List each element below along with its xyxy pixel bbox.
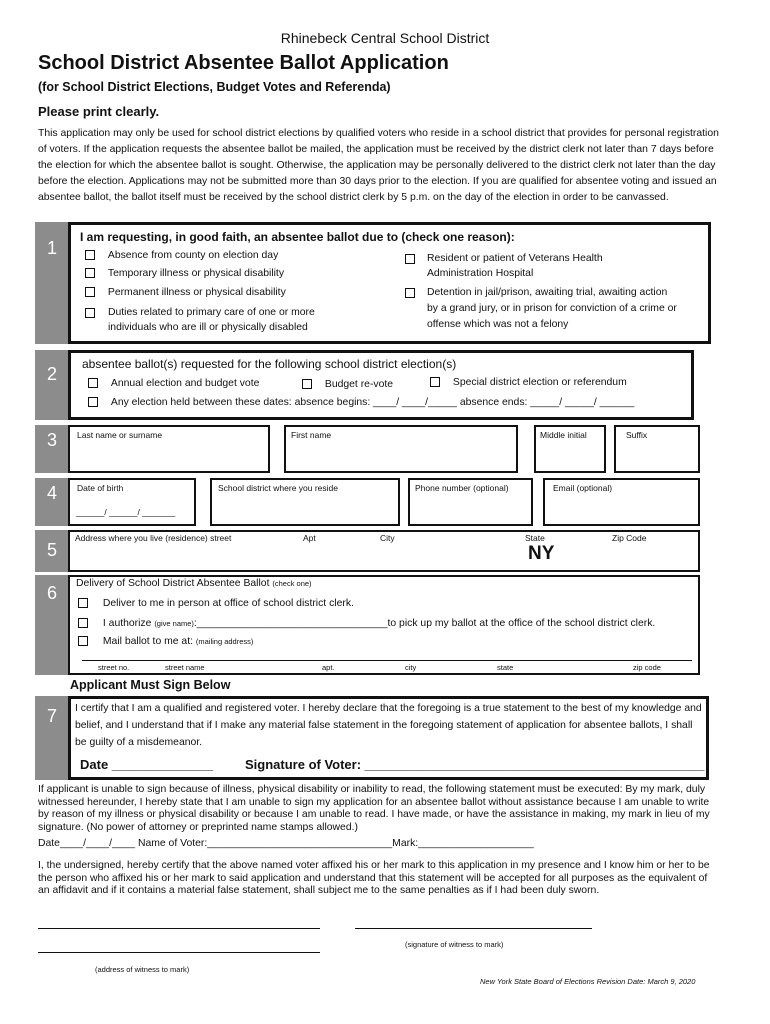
apt-label: Apt [303, 533, 316, 543]
dob-label: Date of birth [77, 483, 124, 493]
reason-veterans[interactable]: Resident or patient of Veterans Health Administration Hospital [405, 251, 660, 281]
section-4-tab [35, 478, 69, 526]
section-2-tab [35, 350, 69, 420]
section-1-number: 1 [46, 238, 57, 258]
delivery-mail[interactable]: Mail ballot to me at: (mailing address) [78, 636, 253, 647]
sign-heading: Applicant Must Sign Below [70, 678, 231, 692]
address-label: Address where you live (residence) street [75, 533, 232, 543]
section-7-tab [35, 696, 69, 780]
reason-temporary-checkbox[interactable] [85, 268, 95, 278]
last-name-label: Last name or surname [77, 430, 163, 440]
election-annual[interactable]: Annual election and budget vote [88, 378, 259, 389]
election-special[interactable]: Special district election or referendum [430, 377, 627, 388]
delivery-in-person-checkbox[interactable] [78, 598, 88, 608]
reason-detention[interactable]: Detention in jail/prison, awaiting trial, awaiting action by a grand jury, or in prison for conviction of a crime or offense which was not a felony [405, 285, 680, 333]
reason-care-checkbox[interactable] [85, 308, 95, 318]
school-district-label: School district where you reside [218, 483, 339, 493]
section-2-heading: absentee ballot(s) requested for the following school district election(s) [82, 357, 457, 371]
intro-paragraph: This application may only be used for school district elections by qualified voters who reside in a school district that provides for personal registration of voters. If the application requests the absentee ballot be mailed, the application must be received by the district clerk not later than 7 days before the election for which the absentee ballot is sought. Otherwise, the application may be personally delivered to the district clerk not later than the day before the election. Applications may not be submitted more than 30 days prior to the election. If you are qualified for absentee voting and issued an absentee ballot, the ballot itself must be received by the school district clerk by 5 p.m. on the day of the election in order to be canvassed. [38, 128, 719, 203]
last-name-field[interactable] [68, 425, 270, 473]
district-name: Rhinebeck Central School District [280, 30, 490, 46]
section-3-number: 3 [46, 430, 57, 450]
reason-permanent-illness[interactable]: Permanent illness or physical disability [85, 287, 286, 298]
certify-statement: I certify that I am a qualified and registered voter. I hereby declare that the foregoing is a true statement to the best of my knowledge and belief, and I understand that if I make any material false statement in the foregoing statement of application for absentee ballots, I shall be guilty of a misdemeanor. [75, 703, 702, 748]
mail-city-label: city [405, 663, 417, 672]
mail-apt-label: apt. [322, 663, 335, 672]
mail-zip-label: zip code [633, 663, 661, 672]
section-7-number: 7 [46, 706, 57, 726]
zip-label: Zip Code [612, 533, 647, 543]
election-revote-checkbox[interactable] [302, 379, 312, 389]
section-4-number: 4 [46, 483, 57, 503]
witness-line-left[interactable] [38, 928, 320, 929]
reason-absence-checkbox[interactable] [85, 250, 95, 260]
first-name-label: First name [291, 430, 332, 440]
middle-initial-label: Middle initial [540, 430, 587, 440]
delivery-mail-checkbox[interactable] [78, 636, 88, 646]
city-label: City [380, 533, 395, 543]
election-revote[interactable]: Budget re-vote [302, 379, 393, 390]
email-label: Email (optional) [553, 483, 613, 493]
unable-to-sign-statement: If applicant is unable to sign because of illness, physical disability or inability to read, the following statement must be executed: By my mark, duly witnessed hereunder, I hereby state that I am unable to sign my application for an absentee ballot without assistance because I am unable to write by reason of my illness or physical disability or because I am unable to read. I have made, or have the assistance in making, my mark in lieu of my signature. (No power of attorney or preprinted name stamps allowed.) [38, 784, 710, 833]
section-1-heading: I am requesting, in good faith, an absentee ballot due to (check one reason): [80, 230, 515, 244]
election-annual-checkbox[interactable] [88, 378, 98, 388]
phone-label: Phone number (optional) [415, 483, 509, 493]
section-1-tab [35, 222, 69, 344]
revision-date: New York State Board of Elections Revision Date: March 9, 2020 [480, 977, 696, 986]
delivery-in-person[interactable]: Deliver to me in person at office of school district clerk. [78, 598, 354, 609]
section-5-tab [35, 530, 69, 572]
voter-signature-field[interactable]: Signature of Voter: _______________________________________________ [245, 757, 705, 772]
witness-signature-label: (signature of witness to mark) [405, 940, 504, 949]
suffix-label: Suffix [626, 430, 648, 440]
section-2-number: 2 [46, 364, 57, 384]
election-special-checkbox[interactable] [430, 377, 440, 387]
dob-field[interactable] [68, 478, 196, 526]
witness-address-label: (address of witness to mark) [95, 965, 190, 974]
reason-veterans-checkbox[interactable] [405, 254, 415, 264]
state-value: NY [528, 543, 555, 564]
school-district-field[interactable] [210, 478, 400, 526]
voter-mark-line[interactable]: Date____/____/____ Name of Voter:________________________________Mark:____________________ [38, 838, 534, 849]
section-6-tab [35, 575, 69, 675]
section-5-number: 5 [46, 540, 57, 560]
delivery-heading: Delivery of School District Absentee Ballot (check one) [76, 578, 312, 589]
delivery-authorize-checkbox[interactable] [78, 618, 88, 628]
phone-field[interactable] [408, 478, 533, 526]
reason-absence[interactable]: Absence from county on election day [85, 250, 278, 261]
election-dates[interactable]: Any election held between these dates: absence begins: ____/ ____/_____ absence ends: _____/ _____/ ______ [88, 397, 634, 408]
mail-street-name-label: street name [165, 663, 205, 672]
election-dates-checkbox[interactable] [88, 397, 98, 407]
reason-permanent-checkbox[interactable] [85, 287, 95, 297]
middle-initial-field[interactable] [534, 425, 606, 473]
delivery-authorize[interactable]: I authorize (give name):_________________________________to pick up my ballot at the office of the school district clerk. [78, 618, 655, 629]
mail-state-label: state [497, 663, 514, 672]
reason-temporary-illness[interactable]: Temporary illness or physical disability [85, 268, 284, 279]
mail-street-no-label: street no. [98, 663, 130, 672]
section-3-tab [35, 425, 69, 473]
witness-address-line[interactable] [38, 952, 320, 953]
dob-blank: ______/ ______/ _______ [76, 507, 176, 517]
witness-statement: I, the undersigned, hereby certify that the above named voter affixed his or her mark to this application in my presence and I know him or her to be the person who affixed his or her mark to said application and understand that this statement will be accepted for all purposes as the equivalent of an affidavit and if it contains a material false statement, shall subject me to the same penalties as if I had been duly sworn. [38, 860, 710, 896]
witness-signature-line[interactable] [355, 928, 592, 929]
print-instruction: Please print clearly. [38, 104, 160, 119]
mailing-address-line[interactable] [82, 660, 692, 661]
date-signature-field[interactable]: Date ______________ [80, 757, 214, 772]
form-title: School District Absentee Ballot Application [38, 52, 449, 74]
suffix-field[interactable] [614, 425, 700, 473]
email-field[interactable] [543, 478, 700, 526]
form-subtitle: (for School District Elections, Budget Votes and Referenda) [38, 80, 391, 94]
first-name-field[interactable] [284, 425, 518, 473]
reason-primary-care[interactable]: Duties related to primary care of one or more individuals who are ill or physically disabled [85, 305, 355, 335]
reason-detention-checkbox[interactable] [405, 288, 415, 298]
state-label: State [525, 533, 545, 543]
section-6-number: 6 [46, 583, 57, 603]
